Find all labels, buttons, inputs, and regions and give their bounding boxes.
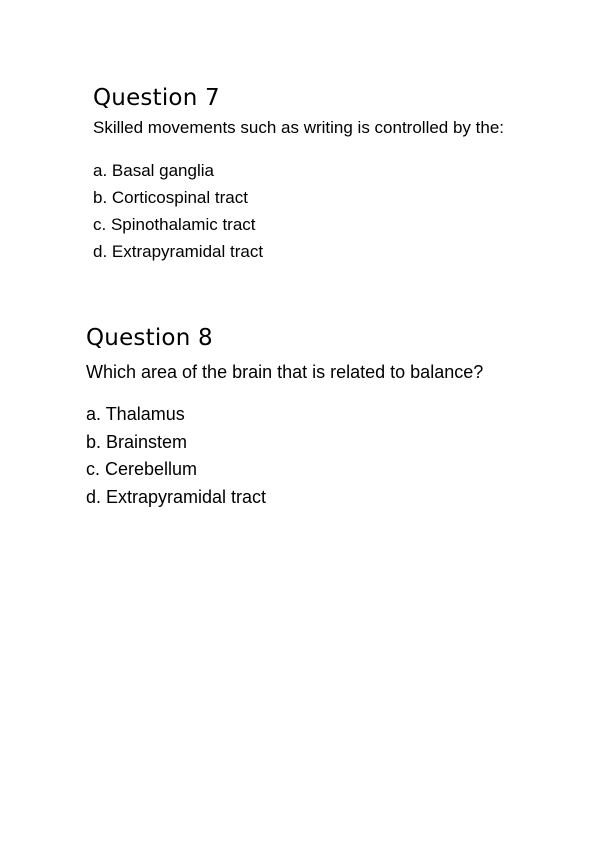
question-8-block [86, 324, 483, 511]
question-title: Question 7 [93, 85, 220, 111]
answer-option-c: c. Cerebellum [86, 459, 198, 479]
question-text: Skilled movements such as writing is controlled by the: [93, 118, 505, 137]
answer-option-a: a. Thalamus [86, 404, 185, 424]
answer-options [93, 157, 504, 265]
question-7-block [93, 84, 504, 265]
answer-option-b: b. Corticospinal tract [93, 188, 248, 207]
answer-option-c: c. Spinothalamic tract [93, 215, 256, 234]
answer-option-b: b. Brainstem [86, 431, 188, 452]
answer-option-a: a. Basal ganglia [93, 161, 214, 180]
question-title: Question 8 [86, 325, 213, 351]
answer-option-d: d. Extrapyramidal tract [93, 242, 264, 261]
answer-option-d: d. Extrapyramidal tract [86, 486, 267, 507]
answer-options [86, 401, 483, 511]
question-text: Which area of the brain that is related to balance? [86, 362, 484, 382]
